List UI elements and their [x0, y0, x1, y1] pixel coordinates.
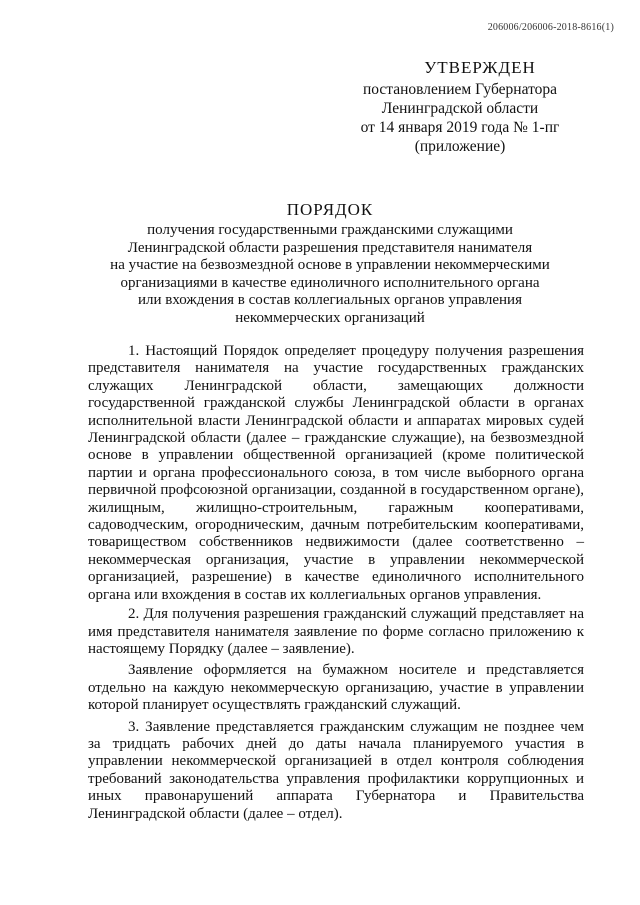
subtitle-line: Ленинградской области разрешения представителя нанимателя: [127, 239, 533, 256]
approval-line: постановлением Губернатора: [362, 81, 558, 98]
document-subtitle: [60, 222, 600, 327]
subtitle-line: получения государственными гражданскими служащими: [147, 222, 513, 238]
approval-title: УТВЕРЖДЕН: [424, 58, 536, 77]
approval-line: (приложение): [414, 138, 506, 155]
paragraph-2: 2. Для получения разрешения гражданский служащий представляет на имя представителя нанимателя заявление по форме согласно приложению к настоящему Порядку (далее – заявление).: [88, 606, 584, 657]
paragraph-3: 3. Заявление представляется гражданским служащим не позднее чем за тридцать рабочих дней до даты начала планируемого участия в управлении некоммерческой организацией в отдел контроля соблюдения требований законодательства управления профилактики коррупционных и иных правонарушений аппарата Губернатора и Правительства Ленинградской области (далее – отдел).: [88, 718, 584, 822]
paragraph-1: 1. Настоящий Порядок определяет процедуру получения разрешения представителя нанимателя на участие государственных гражданских служащих Ленинградской области, замещающих должности государственной гражданской службы Ленинградской области в органах исполнительной власти Ленинградской области и аппаратах мировых судей Ленинградской области (далее – гражданские служащие), на безвозмездной основе в управлении общественной организацией (кроме политической партии и органа профессионального союза, в том числе выборного органа первичной профсоюзной организации, созданной в государственном органе), жилищным, жилищно-строительным, гаражным кооперативами, садоводческим, огородническим, дачным потребительским кооперативами, товариществом собственников недвижимости (далее соответственно – некоммерческая организация, участие в управлении некоммерческой организацией, разрешение) в качестве единоличного исполнительного органа или вхождения в состав их коллегиальных органов управления.: [88, 343, 584, 603]
document-body: [88, 343, 584, 825]
subtitle-line: или вхождения в состав коллегиальных органов управления: [138, 292, 522, 308]
approval-line: Ленинградской области: [381, 100, 539, 117]
subtitle-line: организациями в качестве единоличного исполнительного органа: [120, 274, 540, 291]
subtitle-line: некоммерческих организаций: [235, 309, 425, 326]
paragraph-2-continued: Заявление оформляется на бумажном носителе и представляется отдельно на каждую некоммерческую организацию, участие в управлении которой планирует осуществлять гражданский служащий.: [88, 662, 584, 714]
approval-block: [330, 58, 590, 156]
document-id: 206006/206006-2018-8616(1): [487, 22, 614, 33]
subtitle-line: на участие на безвозмездной основе в управлении некоммерческими: [110, 257, 550, 273]
document-title: ПОРЯДОК: [286, 200, 374, 219]
approval-line: от 14 января 2019 года № 1-пг: [360, 119, 560, 136]
